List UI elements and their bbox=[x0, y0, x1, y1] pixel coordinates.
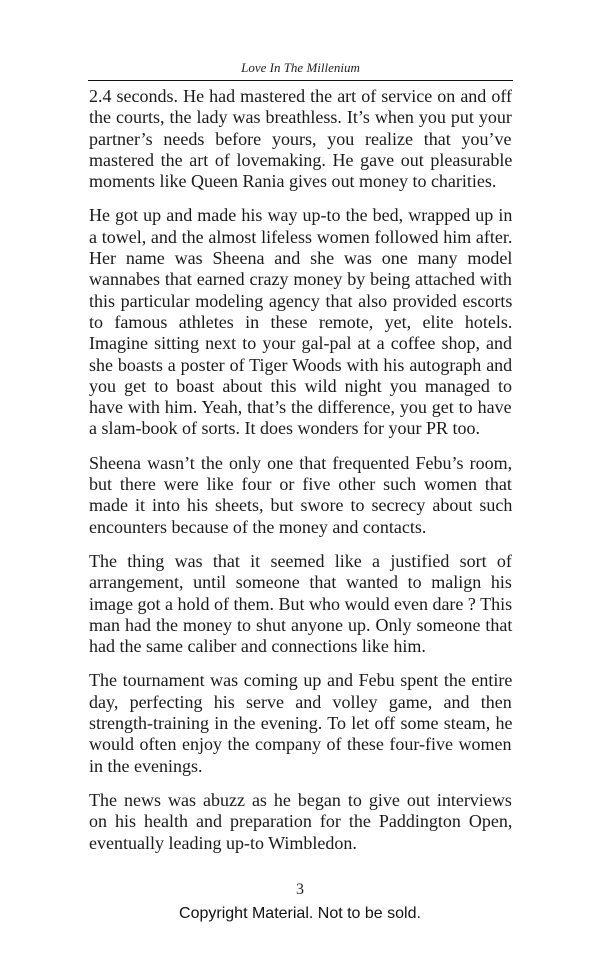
text-line: made it into his sheets, but swore to secrecy about such bbox=[89, 495, 513, 516]
header-rule bbox=[88, 80, 513, 81]
text-line: mastered the art of lovemaking. He gave out pleasurable bbox=[89, 149, 513, 170]
paragraph bbox=[89, 790, 512, 854]
paragraph bbox=[89, 205, 512, 439]
text-line: this particular modeling agency that also provided escorts bbox=[89, 290, 513, 311]
text-line: the courts, the lady was breathless. It’s when you put your bbox=[89, 107, 512, 128]
paragraph bbox=[89, 86, 512, 192]
text-line: encounters because of the money and contacts. bbox=[89, 516, 427, 537]
text-line: Imagine sitting next to your gal-pal at a coffee shop, and bbox=[89, 333, 513, 354]
text-line: day, perfecting his serve and volley game, and then bbox=[89, 691, 512, 712]
text-line: wannabes that earned crazy money by being attached with bbox=[89, 269, 512, 290]
text-line: in the evenings. bbox=[89, 755, 203, 776]
text-line: you get to boast about this wild night you managed to bbox=[89, 375, 512, 396]
text-line: on his health and preparation for the Paddington Open, bbox=[89, 811, 513, 832]
page-number: 3 bbox=[296, 881, 304, 898]
running-header: Love In The Millenium bbox=[241, 60, 360, 75]
text-line: eventually leading up-to Wimbledon. bbox=[89, 832, 357, 853]
text-line: He got up and made his way up-to the bed, wrapped up in bbox=[89, 205, 513, 226]
text-line: she boasts a poster of Tiger Woods with his autograph and bbox=[89, 354, 513, 375]
text-line: a slam-book of sorts. It does wonders for your PR too. bbox=[89, 418, 480, 439]
text-line: strength-training in the evening. To let off some steam, he bbox=[89, 713, 513, 734]
text-line: a towel, and the almost lifeless women followed him after. bbox=[89, 226, 513, 247]
paragraph bbox=[89, 453, 512, 538]
text-line: The news was abuzz as he began to give out interviews bbox=[89, 789, 512, 810]
text-line: would often enjoy the company of these four-five women bbox=[89, 734, 512, 755]
text-line: Her name was Sheena and she was one many model bbox=[89, 248, 513, 269]
text-line: 2.4 seconds. He had mastered the art of service on and off bbox=[89, 86, 513, 106]
text-line: The thing was that it seemed like a justified sort of bbox=[89, 550, 512, 571]
page-body bbox=[89, 86, 512, 867]
text-line: moments like Queen Rania gives out money to charities. bbox=[89, 171, 497, 192]
text-line: Sheena wasn’t the only one that frequented Febu’s room, bbox=[89, 452, 513, 473]
text-line: man had the money to shut anyone up. Only someone that bbox=[89, 614, 513, 635]
text-line: to famous athletes in these remote, yet, elite hotels. bbox=[89, 311, 513, 332]
copyright-notice: Copyright Material. Not to be sold. bbox=[179, 905, 421, 922]
text-line: partner’s needs before yours, you realize that you’ve bbox=[89, 128, 512, 149]
paragraph bbox=[89, 551, 512, 657]
text-line: image got a hold of them. But who would even dare ? This bbox=[89, 593, 513, 614]
paragraph bbox=[89, 670, 512, 776]
text-line: arrangement, until someone that wanted to malign his bbox=[89, 572, 512, 593]
text-line: but there were like four or five other such women that bbox=[89, 474, 512, 495]
text-line: had the same caliber and connections like him. bbox=[89, 636, 426, 657]
text-line: The tournament was coming up and Febu spent the entire bbox=[89, 670, 513, 691]
text-line: have with him. Yeah, that’s the difference, you get to have bbox=[89, 397, 512, 418]
